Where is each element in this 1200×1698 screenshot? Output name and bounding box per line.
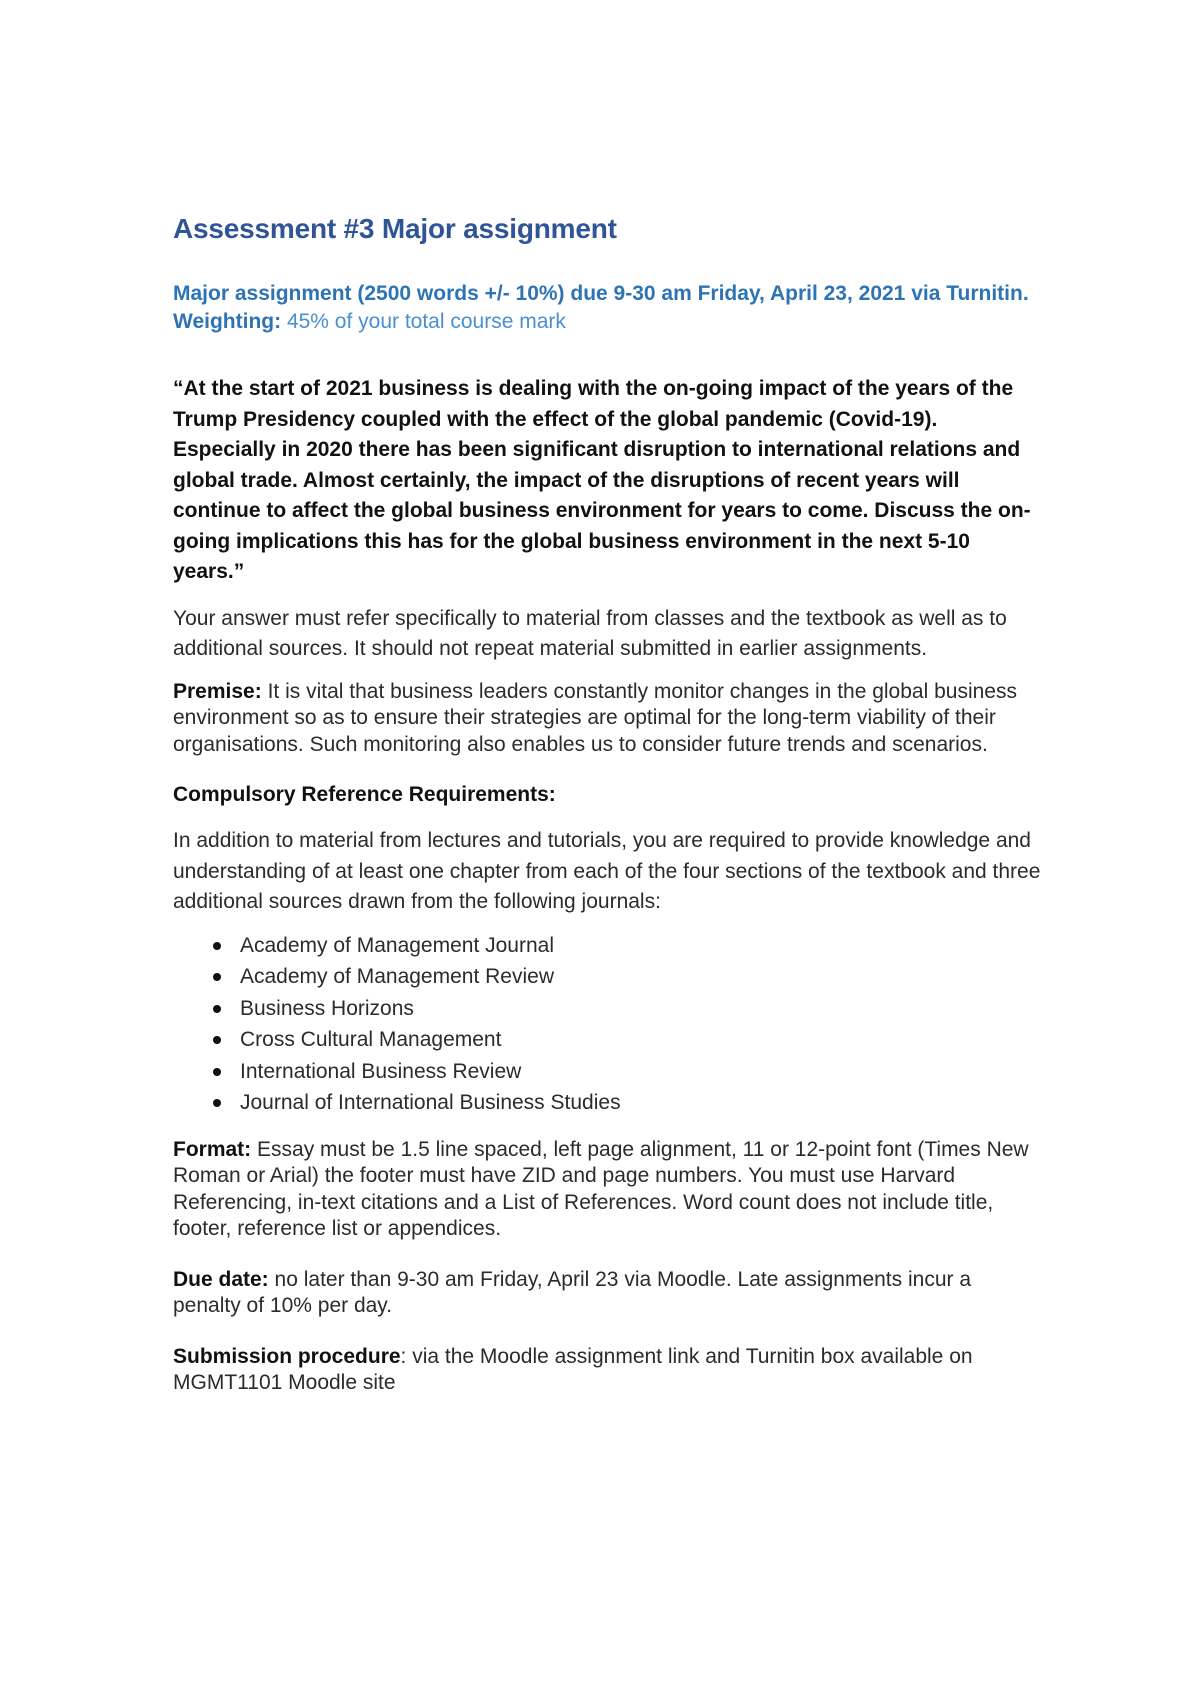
document-page (173, 205, 1043, 1397)
bullet-icon (213, 1005, 221, 1013)
essay-question: “At the start of 2021 business is dealing with the on-going impact of the years of the Trump Presidency coupled with the effect of the global pandemic (Covid-19). Especially in 2020 there has been significant disruption to international relations and global trade. Almost certainly, the impact of the disruptions of recent years will continue to affect the global business environment for years to come. Discuss the on-going implications this has for the global business environment in the next 5-10 years.” (173, 377, 1031, 583)
journal-name: Journal of International Business Studies (240, 1091, 621, 1114)
due-weighting-line (173, 280, 1043, 336)
premise-paragraph (173, 679, 1043, 759)
format-paragraph (173, 1137, 1043, 1243)
journal-name: Business Horizons (240, 996, 414, 1020)
submission-text: : via the Moodle assignment link and Turnitin box available on MGMT1101 Moodle site (173, 1344, 973, 1394)
submission-label: Submission procedure (173, 1344, 401, 1368)
answer-requirement: Your answer must refer specifically to material from classes and the textbook as well as to additional sources. It should not repeat material submitted in earlier assignments. (173, 606, 1007, 660)
due-date-label: Due date: (173, 1267, 269, 1291)
journal-name: Cross Cultural Management (240, 1028, 502, 1051)
premise-label: Premise: (173, 679, 262, 703)
due-date-paragraph (173, 1267, 1043, 1320)
format-text: Essay must be 1.5 line spaced, left page alignment, 11 or 12-point font (Times New Roman or Arial) the footer must have ZID and page numbers. You must use Harvard Referencing, in-text citations and a List of References. Word count does not include title, footer, reference list or appendices. (173, 1137, 1029, 1240)
bullet-icon (213, 942, 221, 950)
due-date-text: no later than 9-30 am Friday, April 23 via Moodle. Late assignments incur a penalty of 10% per day. (173, 1267, 972, 1317)
page-title: Assessment #3 Major assignment (173, 213, 617, 244)
references-heading: Compulsory Reference Requirements: (173, 783, 556, 806)
journal-name: Academy of Management Review (240, 965, 554, 988)
references-text: In addition to material from lectures and tutorials, you are required to provide knowledge and understanding of at least one chapter from each of the four sections of the textbook and three additional sources drawn from the following journals: (173, 829, 1041, 913)
list-item (173, 1056, 1043, 1088)
journal-name: International Business Review (240, 1059, 522, 1083)
submission-paragraph (173, 1344, 1043, 1397)
list-item (173, 1087, 1043, 1119)
due-line-bold: Major assignment (2500 words +/- 10%) due 9-30 am Friday, April 23, 2021 via Turnitin. Weighting: (173, 282, 1029, 333)
premise-text: It is vital that business leaders constantly monitor changes in the global business environment so as to ensure their strategies are optimal for the long-term viability of their organisations. Such monitoring also enables us to consider future trends and scenarios. (173, 679, 1017, 756)
bullet-icon (213, 1099, 221, 1107)
format-label: Format: (173, 1137, 252, 1161)
bullet-icon (213, 1068, 221, 1076)
bullet-icon (213, 1036, 221, 1044)
list-item (173, 993, 1043, 1025)
journal-list (173, 930, 1043, 1119)
list-item (173, 961, 1043, 993)
list-item (173, 1024, 1043, 1056)
weighting-value: 45% of your total course mark (286, 310, 566, 333)
journal-name: Academy of Management Journal (240, 933, 555, 957)
bullet-icon (213, 973, 221, 981)
list-item (173, 930, 1043, 962)
